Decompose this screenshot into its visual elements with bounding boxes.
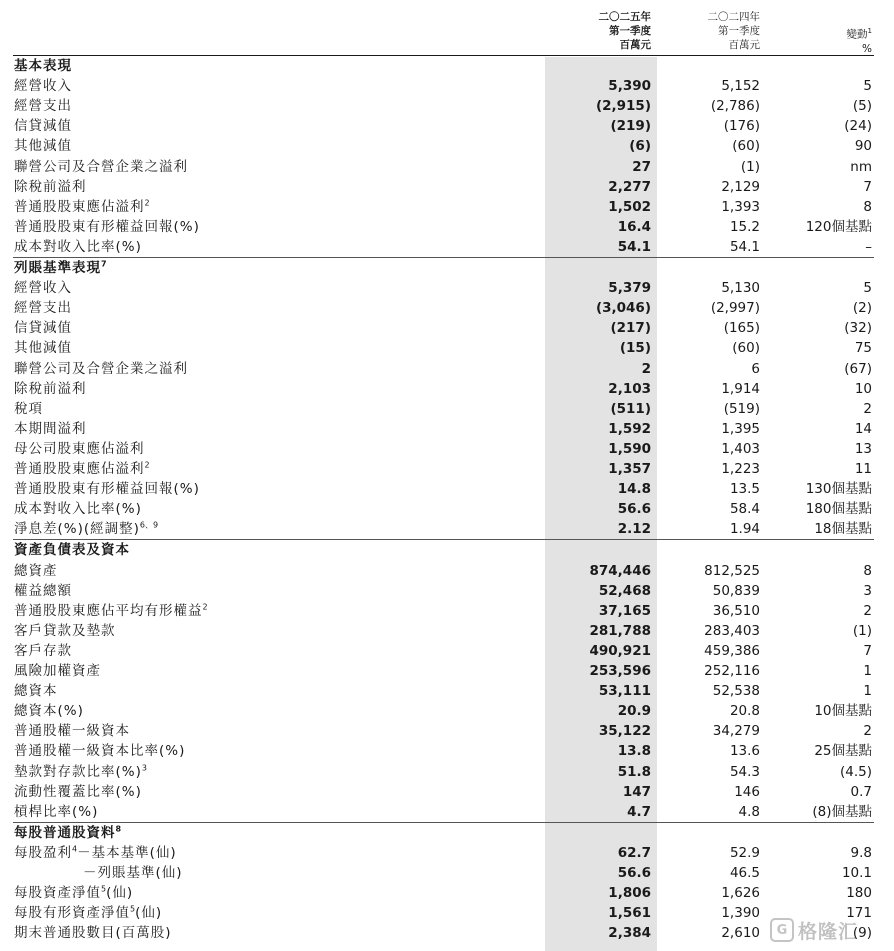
value-2024-q1: 1,626	[721, 885, 760, 902]
table-row	[0, 621, 894, 641]
value-2025-q1: (219)	[610, 118, 651, 135]
value-2025-q1: 1,806	[608, 885, 651, 902]
value-2025-q1: (511)	[610, 400, 651, 417]
table-row	[0, 581, 894, 601]
value-2024-q1: 46.5	[729, 865, 760, 881]
value-change: 5	[863, 280, 872, 297]
table-row	[0, 338, 894, 358]
row-label: 母公司股東應佔溢利	[14, 440, 145, 457]
value-change: 130個基點	[805, 481, 872, 498]
value-2024-q1: 2,610	[721, 925, 760, 942]
value-2024-q1: (60)	[732, 340, 760, 357]
value-2025-q1: 5,379	[608, 280, 651, 297]
row-label: 每股盈利$^4$－基本基準(仙)	[14, 844, 177, 861]
column-header-period: 第一季度	[718, 25, 760, 37]
value-2025-q1: (6)	[629, 138, 651, 155]
table-row	[0, 923, 894, 943]
row-label: 稅項	[14, 400, 43, 417]
table-row	[0, 419, 894, 439]
row-label: 信貸減值	[14, 118, 72, 135]
value-2025-q1: (217)	[610, 320, 651, 337]
row-label: 經營支出	[14, 98, 72, 115]
value-change: 3	[863, 582, 872, 599]
value-2025-q1: (2,915)	[595, 98, 651, 115]
value-2024-q1: (176)	[723, 118, 760, 135]
value-2025-q1: 2.12	[617, 521, 651, 538]
table-row	[0, 359, 894, 379]
value-change: –	[865, 238, 872, 255]
table-row	[0, 681, 894, 701]
value-2024-q1: (2,786)	[710, 98, 760, 115]
value-2024-q1: 5,130	[721, 280, 760, 297]
section-title: 資產負債表及資本	[14, 542, 130, 559]
value-2024-q1: 1,403	[721, 440, 760, 457]
value-change: 9.8	[850, 844, 872, 861]
value-change: 8	[863, 198, 872, 215]
section-header	[0, 823, 894, 843]
value-change: 25個基點	[814, 743, 872, 760]
row-label: －列賬基準(仙)	[83, 865, 183, 881]
value-change: (8)個基點	[812, 803, 872, 820]
row-label: 其他減值	[14, 138, 72, 155]
value-2025-q1: 53,111	[598, 683, 651, 700]
gelonghui-logo-icon: G	[770, 918, 794, 942]
value-2025-q1: (15)	[619, 340, 651, 357]
table-row	[0, 197, 894, 217]
value-2025-q1: 1,592	[608, 420, 651, 437]
row-label: 普通股股東應佔平均有形權益$^2$	[14, 602, 208, 619]
row-label: 槓桿比率(%)	[14, 803, 99, 820]
value-2025-q1: 16.4	[617, 218, 651, 235]
value-change: 10	[854, 380, 872, 397]
value-2025-q1: 253,596	[589, 663, 651, 679]
row-label: 客戶貸款及墊款	[14, 622, 116, 639]
value-2025-q1: 2,384	[608, 925, 651, 942]
value-2024-q1: 36,510	[712, 602, 760, 619]
table-row	[0, 519, 894, 539]
value-2024-q1: 252,116	[704, 663, 760, 679]
value-2025-q1: (3,046)	[595, 300, 651, 317]
column-header-change-label: 變動$^1$	[846, 27, 872, 41]
table-row	[0, 479, 894, 499]
table-row	[0, 459, 894, 479]
value-2025-q1: 1,590	[608, 440, 651, 457]
row-label: 信貸減值	[14, 320, 72, 337]
table-row	[0, 601, 894, 621]
value-2024-q1: 58.4	[729, 501, 760, 518]
value-2024-q1: 54.1	[729, 238, 760, 255]
value-2025-q1: 281,788	[589, 622, 651, 639]
value-2025-q1: 37,165	[598, 602, 651, 619]
row-label: 總資產	[14, 562, 58, 579]
table-row	[0, 439, 894, 459]
value-2025-q1: 874,446	[589, 562, 651, 579]
column-header-unit: %	[862, 42, 872, 55]
value-2024-q1: 1,393	[721, 198, 760, 215]
value-2025-q1: 35,122	[598, 723, 651, 740]
row-label: 普通股股東有形權益回報(%)	[14, 218, 200, 235]
value-change: (32)	[844, 320, 872, 337]
table-row	[0, 883, 894, 903]
column-header-change-title	[760, 10, 872, 24]
value-2024-q1: (1)	[740, 158, 760, 175]
column-header-2024-q1	[657, 10, 760, 52]
value-change: 18個基點	[814, 521, 872, 538]
row-label: 期末普通股數目(百萬股)	[14, 925, 172, 942]
row-label: 總資本(%)	[14, 703, 84, 720]
column-header-year: 二〇二四年	[707, 11, 760, 23]
value-2024-q1: 5,152	[721, 78, 760, 95]
value-change: 2	[863, 400, 872, 417]
table-row	[0, 499, 894, 519]
value-change: (2)	[852, 300, 872, 317]
value-2025-q1: 2	[641, 360, 651, 377]
value-2025-q1: 51.8	[617, 763, 651, 780]
value-2025-q1: 1,502	[608, 198, 651, 215]
value-2025-q1: 147	[622, 783, 651, 800]
row-label: 聯營公司及合營企業之溢利	[14, 158, 188, 175]
value-2025-q1: 56.6	[617, 501, 651, 518]
table-row	[0, 177, 894, 197]
row-label: 流動性覆蓋比率(%)	[14, 783, 142, 800]
row-label: 除稅前溢利	[14, 178, 87, 195]
value-2024-q1: 34,279	[712, 723, 760, 740]
row-label: 經營收入	[14, 78, 72, 95]
value-2025-q1: 4.7	[627, 803, 651, 820]
value-2024-q1: 1,223	[721, 461, 760, 477]
value-change: 10.1	[841, 865, 872, 881]
row-label: 成本對收入比率(%)	[14, 501, 142, 518]
section-title: 列賬基準表現$^7$	[14, 259, 107, 276]
table-row	[0, 741, 894, 761]
value-change: 180個基點	[805, 501, 872, 518]
table-row	[0, 116, 894, 136]
value-change: 171	[846, 905, 872, 922]
value-2025-q1: 20.9	[617, 703, 651, 720]
table-row	[0, 217, 894, 237]
table-row	[0, 782, 894, 802]
value-2024-q1: 812,525	[704, 562, 760, 579]
table-row	[0, 641, 894, 661]
value-2025-q1: 2,103	[608, 380, 651, 397]
row-label: 普通股股東應佔溢利$^2$	[14, 460, 150, 477]
row-label: 除稅前溢利	[14, 380, 87, 397]
table-row	[0, 136, 894, 156]
table-row	[0, 157, 894, 177]
value-change: nm	[850, 158, 872, 175]
row-label: 成本對收入比率(%)	[14, 238, 142, 255]
row-label: 普通股權一級資本	[14, 723, 130, 740]
row-label: 本期間溢利	[14, 420, 87, 437]
value-2024-q1: 1.94	[729, 521, 760, 538]
section-header	[0, 258, 894, 278]
value-2024-q1: 15.2	[729, 218, 760, 235]
table-row	[0, 561, 894, 581]
value-change: 13	[854, 440, 872, 457]
value-change: 10個基點	[814, 703, 872, 720]
value-2024-q1: 6	[751, 360, 760, 377]
value-change: (1)	[852, 622, 872, 639]
value-2025-q1: 52,468	[598, 582, 651, 599]
value-2024-q1: 4.8	[738, 803, 760, 820]
value-2025-q1: 62.7	[617, 844, 651, 861]
value-2024-q1: 1,390	[721, 905, 760, 922]
section-header	[0, 540, 894, 560]
value-2025-q1: 54.1	[617, 238, 651, 255]
value-change: (5)	[852, 98, 872, 115]
column-header-unit: 百萬元	[728, 39, 760, 51]
value-2024-q1: (519)	[723, 400, 760, 417]
value-2024-q1: (2,997)	[710, 300, 760, 317]
value-2025-q1: 490,921	[589, 642, 651, 659]
value-change: (24)	[844, 118, 872, 135]
value-2024-q1: 52.9	[729, 844, 760, 861]
table-row	[0, 762, 894, 782]
section-header	[0, 56, 894, 76]
value-change: 5	[863, 78, 872, 95]
table-row	[0, 863, 894, 883]
table-row	[0, 278, 894, 298]
value-2024-q1: 20.8	[729, 703, 760, 720]
value-2024-q1: 13.5	[729, 481, 760, 498]
watermark-text: 格隆汇	[798, 920, 859, 943]
section-title: 每股普通股資料$^8$	[14, 824, 122, 841]
value-2025-q1: 2,277	[608, 178, 651, 195]
value-2024-q1: 459,386	[704, 642, 760, 659]
row-label: 經營支出	[14, 300, 72, 317]
value-change: 11	[854, 461, 872, 477]
column-header-change	[760, 10, 872, 56]
value-change: 2	[863, 723, 872, 740]
value-2025-q1: 27	[632, 158, 651, 175]
row-label: 每股有形資產淨值$^5$(仙)	[14, 904, 163, 922]
table-row	[0, 96, 894, 116]
value-change: (9)	[852, 925, 872, 942]
value-2024-q1: 50,839	[712, 582, 760, 599]
value-change: 7	[863, 642, 872, 659]
value-2024-q1: 13.6	[729, 743, 760, 760]
section-title: 基本表現	[14, 58, 72, 74]
value-2025-q1: 14.8	[617, 481, 651, 498]
column-header-2025-q1	[545, 10, 651, 52]
value-change: 8	[863, 562, 872, 579]
row-label: 普通股權一級資本比率(%)	[14, 743, 186, 760]
value-change: 1	[863, 663, 872, 679]
table-row	[0, 802, 894, 822]
value-change: (4.5)	[839, 763, 872, 780]
table-row	[0, 399, 894, 419]
row-label: 風險加權資產	[14, 663, 101, 679]
value-change: 90	[854, 138, 872, 155]
value-change: 75	[854, 340, 872, 357]
value-change: 2	[863, 602, 872, 619]
value-2024-q1: 52,538	[712, 683, 760, 700]
column-header-unit: 百萬元	[619, 39, 651, 51]
value-2024-q1: 146	[734, 783, 760, 800]
row-label: 客戶存款	[14, 642, 72, 659]
table-row	[0, 298, 894, 318]
value-change: 0.7	[850, 783, 872, 800]
row-label: 淨息差(%)(經調整)$^{6、9}$	[14, 520, 159, 538]
value-2024-q1: 2,129	[721, 178, 760, 195]
table-row	[0, 237, 894, 257]
row-label: 普通股股東有形權益回報(%)	[14, 481, 200, 498]
value-2025-q1: 56.6	[617, 865, 651, 881]
row-label: 權益總額	[14, 582, 72, 599]
row-label: 經營收入	[14, 280, 72, 297]
value-2025-q1: 13.8	[617, 743, 651, 760]
value-2024-q1: 54.3	[729, 763, 760, 780]
value-2024-q1: 283,403	[704, 622, 760, 639]
value-change: 7	[863, 178, 872, 195]
value-2025-q1: 1,561	[608, 905, 651, 922]
value-2024-q1: (60)	[732, 138, 760, 155]
table-row	[0, 701, 894, 721]
table-row	[0, 721, 894, 741]
table-row	[0, 76, 894, 96]
value-2025-q1: 5,390	[608, 78, 651, 95]
value-change: 180	[846, 885, 872, 902]
column-header-year: 二〇二五年	[598, 11, 651, 23]
value-change: (67)	[844, 360, 872, 377]
value-change: 1	[863, 683, 872, 700]
value-2024-q1: 1,914	[721, 380, 760, 397]
table-row	[0, 379, 894, 399]
value-2024-q1: (165)	[723, 320, 760, 337]
row-label: 總資本	[14, 683, 58, 700]
value-change: 120個基點	[805, 218, 872, 235]
table-row	[0, 903, 894, 923]
row-label: 普通股股東應佔溢利$^2$	[14, 198, 150, 215]
value-change: 14	[854, 420, 872, 437]
table-row	[0, 843, 894, 863]
row-label: 聯營公司及合營企業之溢利	[14, 360, 188, 377]
row-label: 其他減值	[14, 340, 72, 357]
row-label: 墊款對存款比率(%)$^3$	[14, 763, 147, 780]
value-2025-q1: 1,357	[608, 461, 651, 477]
value-2024-q1: 1,395	[721, 420, 760, 437]
table-row	[0, 318, 894, 338]
table-row	[0, 661, 894, 681]
column-header-period: 第一季度	[609, 25, 651, 37]
row-label: 每股資產淨值$^5$(仙)	[14, 884, 134, 902]
